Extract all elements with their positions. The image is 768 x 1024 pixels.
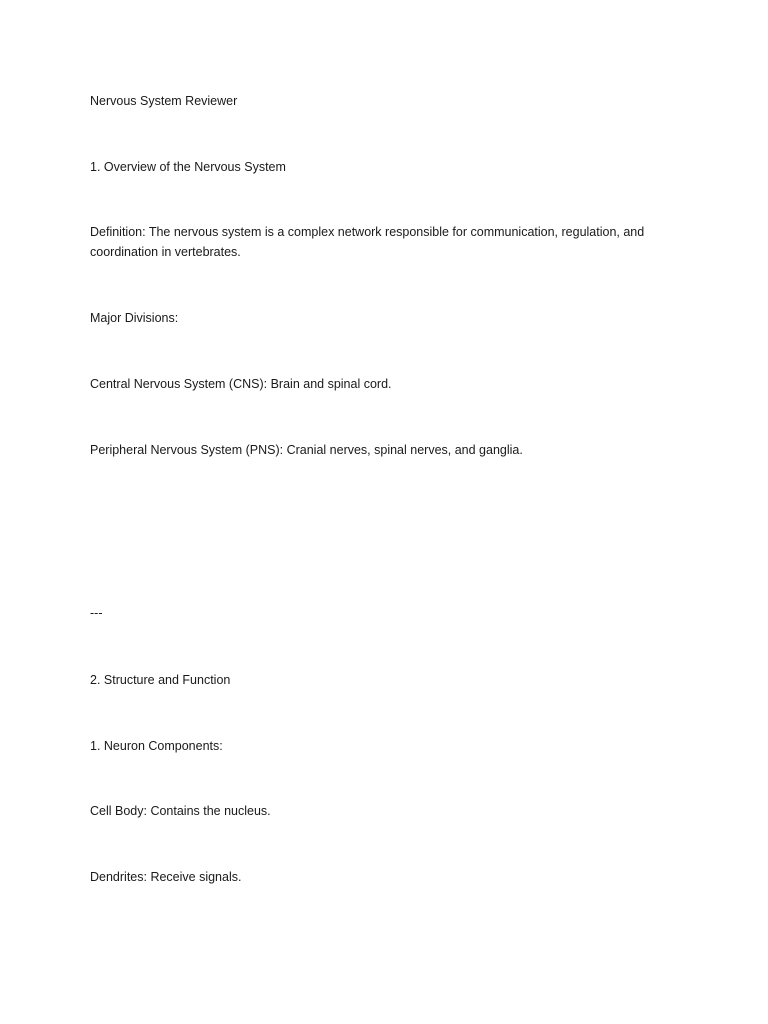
neuron-components-label: 1. Neuron Components:: [90, 739, 223, 753]
cell-body-item: Cell Body: Contains the nucleus.: [90, 804, 271, 818]
pns-item: Peripheral Nervous System (PNS): Cranial nerves, spinal nerves, and ganglia.: [90, 443, 523, 457]
section-heading-structure: 2. Structure and Function: [90, 673, 231, 687]
document-title: Nervous System Reviewer: [90, 94, 238, 108]
definition-paragraph: Definition: The nervous system is a complex network responsible for communication, regulation, and coordination in vertebrates.: [90, 225, 645, 259]
section-heading-overview: 1. Overview of the Nervous System: [90, 160, 286, 174]
section-divider: ---: [90, 606, 103, 620]
dendrites-item: Dendrites: Receive signals.: [90, 870, 242, 884]
major-divisions-label: Major Divisions:: [90, 311, 179, 325]
cns-item: Central Nervous System (CNS): Brain and spinal cord.: [90, 377, 392, 391]
